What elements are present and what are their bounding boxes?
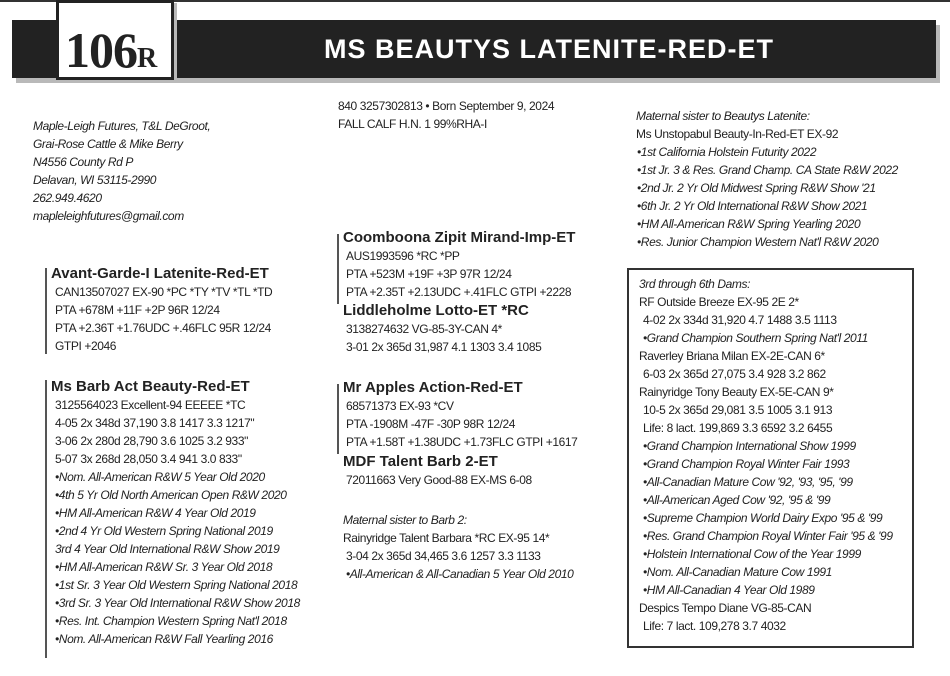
dam-sire-bar	[337, 384, 339, 454]
dams-line: •HM All-Canadian 4 Year Old 1989	[643, 583, 815, 597]
dam-honor: 3rd 4 Year Old International R&W Show 2019	[55, 542, 280, 556]
dam-sire-line: 68571373 EX-93 *CV	[346, 399, 454, 413]
barb-sister-intro: Maternal sister to Barb 2:	[343, 513, 467, 527]
dam-record: 5-07 3x 268d 28,050 3.4 941 3.0 833"	[55, 452, 242, 466]
latenite-sister-name: Ms Unstopabul Beauty-In-Red-ET EX-92	[636, 127, 839, 141]
dam-honor: •1st Sr. 3 Year Old Western Spring National 2018	[55, 578, 298, 592]
owner-line: N4556 County Rd P	[33, 155, 133, 169]
dams-line: Rainyridge Tony Beauty EX-5E-CAN 9*	[639, 385, 834, 399]
dams-heading: 3rd through 6th Dams:	[639, 277, 750, 291]
owner-line: Maple-Leigh Futures, T&L DeGroot,	[33, 119, 211, 133]
dam-registration: 3125564023 Excellent-94 EEEEE *TC	[55, 398, 246, 412]
dams-line: RF Outside Breeze EX-95 2E 2*	[639, 295, 799, 309]
dam-honor: •HM All-American R&W 4 Year Old 2019	[55, 506, 256, 520]
dams-line: •All-Canadian Mature Cow '92, '93, '95, '99	[643, 475, 853, 489]
dam-dam-name: MDF Talent Barb 2-ET	[343, 453, 498, 470]
sire-line: PTA +678M +11F +2P 96R 12/24	[55, 303, 220, 317]
barb-sister-honor: •All-American & All-Canadian 5 Year Old 2010	[346, 567, 574, 581]
dam-honor: •4th 5 Yr Old North American Open R&W 2020	[55, 488, 287, 502]
sire-dam-name: Liddleholme Lotto-ET *RC	[343, 302, 529, 319]
sire-line: PTA +2.36T +1.76UDC +.46FLC 95R 12/24	[55, 321, 271, 335]
dam-sire-line: PTA -1908M -47F -30P 98R 12/24	[346, 417, 515, 431]
animal-id-birth: 840 3257302813 • Born September 9, 2024	[338, 99, 555, 113]
owner-line: 262.949.4620	[33, 191, 102, 205]
dams-line: Life: 7 lact. 109,278 3.7 4032	[643, 619, 786, 633]
owner-email: mapleleighfutures@gmail.com	[33, 209, 184, 223]
dams-line: •Grand Champion International Show 1999	[643, 439, 856, 453]
dam-name: Ms Barb Act Beauty-Red-ET	[51, 378, 250, 395]
sire-name: Avant-Garde-I Latenite-Red-ET	[51, 265, 269, 282]
latenite-sister-honor: •1st Jr. 3 & Res. Grand Champ. CA State R&W 2022	[637, 163, 898, 177]
dams-line: •Grand Champion Royal Winter Fair 1993	[643, 457, 850, 471]
sire-pedigree-bar	[45, 268, 47, 354]
dam-honor: •Nom. All-American R&W 5 Year Old 2020	[55, 470, 265, 484]
dams-line: •Holstein International Cow of the Year 1999	[643, 547, 861, 561]
dam-record: 3-06 2x 280d 28,790 3.6 1025 3.2 933"	[55, 434, 248, 448]
dam-sire-line: PTA +1.58T +1.38UDC +1.73FLC GTPI +1617	[346, 435, 578, 449]
lot-number-digits: 106	[65, 22, 137, 78]
dam-honor: •HM All-American R&W Sr. 3 Year Old 2018	[55, 560, 273, 574]
sire-sire-line: PTA +2.35T +2.13UDC +.41FLC GTPI +2228	[346, 285, 572, 299]
dams-line: •Nom. All-Canadian Mature Cow 1991	[643, 565, 832, 579]
animal-class: FALL CALF H.N. 1 99%RHA-I	[338, 117, 487, 131]
latenite-sister-honor: •1st California Holstein Futurity 2022	[637, 145, 817, 159]
dams-line: •Res. Grand Champion Royal Winter Fair '95 & '99	[643, 529, 893, 543]
latenite-sister-honor: •HM All-American R&W Spring Yearling 2020	[637, 217, 861, 231]
dams-line: Despics Tempo Diane VG-85-CAN	[639, 601, 812, 615]
dam-pedigree-bar	[45, 380, 47, 658]
dams-line: •All-American Aged Cow '92, '95 & '99	[643, 493, 831, 507]
dam-honor: •3rd Sr. 3 Year Old International R&W Show 2018	[55, 596, 300, 610]
dam-record: 4-05 2x 348d 37,190 3.8 1417 3.3 1217"	[55, 416, 255, 430]
lot-number-box	[56, 0, 174, 80]
dams-line: Raverley Briana Milan EX-2E-CAN 6*	[639, 349, 825, 363]
sire-sire-name: Coomboona Zipit Mirand-Imp-ET	[343, 229, 576, 246]
dam-dam-line: 72011663 Very Good-88 EX-MS 6-08	[346, 473, 532, 487]
lot-number-suffix: R	[137, 43, 157, 74]
latenite-sister-honor: •2nd Jr. 2 Yr Old Midwest Spring R&W Show '21	[637, 181, 876, 195]
dam-sire-name: Mr Apples Action-Red-ET	[343, 379, 523, 396]
dam-honor: •Res. Int. Champion Western Spring Nat'l 2018	[55, 614, 287, 628]
barb-sister-record: 3-04 2x 365d 34,465 3.6 1257 3.3 1133	[346, 549, 541, 563]
sire-line: GTPI +2046	[55, 339, 117, 353]
latenite-sister-honor: •6th Jr. 2 Yr Old International R&W Show 2021	[637, 199, 868, 213]
owner-line: Delavan, WI 53115-2990	[33, 173, 157, 187]
sire-sire-line: AUS1993596 *RC *PP	[346, 249, 460, 263]
sire-line: CAN13507027 EX-90 *PC *TY *TV *TL *TD	[55, 285, 273, 299]
sire-sire-line: PTA +523M +19F +3P 97R 12/24	[346, 267, 512, 281]
sire-dam-line: 3138274632 VG-85-3Y-CAN 4*	[346, 322, 502, 336]
sire-dam-line: 3-01 2x 365d 31,987 4.1 1303 3.4 1085	[346, 340, 542, 354]
latenite-sister-honor: •Res. Junior Champion Western Nat'l R&W 2020	[637, 235, 879, 249]
sire-sire-bar	[337, 234, 339, 304]
dams-line: 6-03 2x 365d 27,075 3.4 928 3.2 862	[643, 367, 826, 381]
barb-sister-name: Rainyridge Talent Barbara *RC EX-95 14*	[343, 531, 550, 545]
dams-line: •Supreme Champion World Dairy Expo '95 & '99	[643, 511, 883, 525]
dam-honor: •Nom. All-American R&W Fall Yearling 2016	[55, 632, 273, 646]
latenite-sister-intro: Maternal sister to Beautys Latenite:	[636, 109, 810, 123]
page-title: MS BEAUTYS LATENITE-RED-ET	[324, 34, 774, 64]
lot-number	[65, 22, 157, 78]
dams-line: Life: 8 lact. 199,869 3.3 6592 3.2 6455	[643, 421, 833, 435]
dam-honor: •2nd 4 Yr Old Western Spring National 2019	[55, 524, 273, 538]
dams-line: 10-5 2x 365d 29,081 3.5 1005 3.1 913	[643, 403, 833, 417]
dams-line: •Grand Champion Southern Spring Nat'l 2011	[643, 331, 868, 345]
owner-line: Grai-Rose Cattle & Mike Berry	[33, 137, 183, 151]
dams-line: 4-02 2x 334d 31,920 4.7 1488 3.5 1113	[643, 313, 837, 327]
